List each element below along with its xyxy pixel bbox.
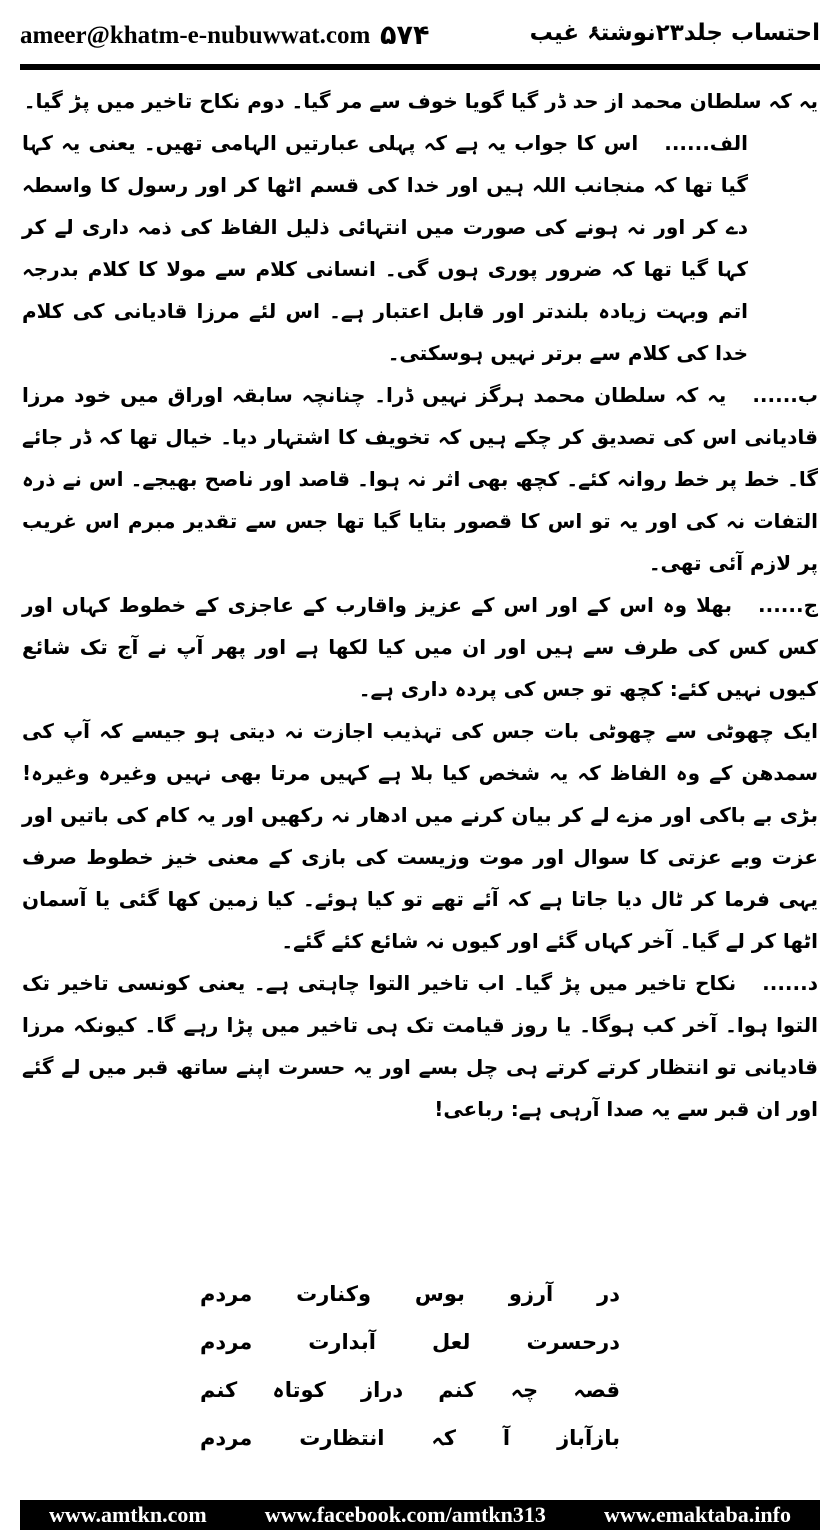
poem-word: بوس — [414, 1282, 465, 1306]
poem-word: مردم — [200, 1330, 253, 1354]
book-title: احتساب جلد۲۳نوشتۂ غیب — [529, 20, 820, 46]
page-header — [20, 20, 820, 60]
header-email[interactable]: ameer@khatm-e-nubuwwat.com — [20, 22, 371, 49]
poem-word: بازآباز — [557, 1426, 620, 1450]
section-label-dal: د...... — [762, 971, 818, 995]
rubai-poem — [200, 1270, 620, 1462]
poem-line — [200, 1318, 620, 1366]
footer-link-emaktaba[interactable]: www.emaktaba.info — [603, 1502, 791, 1527]
poem-word: در — [597, 1282, 620, 1306]
poem-word: کوتاہ — [272, 1378, 326, 1402]
section-label-alif: الف...... — [664, 131, 748, 155]
paragraph-dal — [22, 962, 818, 1130]
paragraph-alif-text: اس کا جواب یہ ہے کہ پہلی عبارتیں الہامی تھیں۔ یعنی یہ کہا گیا تھا کہ منجانب اللہ ہیں اور خدا کی قسم اٹھا کر اور رسول کا واسطہ دے کر اور نہ ہونے کی صورت میں انتہائی ذلیل الفاظ کی ذمہ داری لے کر کہا گیا تھا کہ ضرور پوری ہوں گی۔ انسانی کلام سے مولا کا کلام بدرجہ اتم وبہت زیادہ بلندتر اور قابل اعتبار ہے۔ اس لئے مرزا قادیانی کی کلام خدا کی کلام سے برتر نہیں ہوسکتی۔ — [22, 131, 748, 365]
poem-word: وکنارت — [296, 1282, 372, 1306]
poem-word: چہ — [510, 1378, 539, 1402]
poem-line — [200, 1366, 620, 1414]
header-rule — [20, 64, 820, 70]
intro-paragraph: یہ کہ سلطان محمد از حد ڈر گیا گویا خوف سے مر گیا۔ دوم نکاح تاخیر میں پڑ گیا۔ — [23, 89, 818, 113]
poem-line — [200, 1270, 620, 1318]
paragraph-bay — [22, 374, 818, 584]
paragraph-bay-text: یہ کہ سلطان محمد ہرگز نہیں ڈرا۔ چنانچہ سابقہ اوراق میں خود مرزا قادیانی اس کی تصدیق کر چکے ہیں کہ تخویف کا اشتہار دیا۔ خیال تھا کہ ڈر جائے گا۔ خط پر خط روانہ کئے۔ کچھ بھی اثر نہ ہوا۔ قاصد اور ناصح بھیجے۔ اس نے ذرہ التفات نہ کی اور یہ تو اس کا قصور بتایا گیا تھا جس سے تقدیر مبرم اس غریب پر لازم آئی تھی۔ — [22, 383, 818, 575]
footer-link-amtkn[interactable]: www.amtkn.com — [49, 1502, 207, 1527]
page-body — [22, 80, 818, 1130]
page-number: ۵۷۴ — [380, 20, 430, 51]
paragraph-alif — [22, 122, 818, 374]
poem-word: درحسرت — [526, 1330, 620, 1354]
section-label-jeem: ج...... — [758, 593, 818, 617]
poem-word: دراز — [361, 1378, 404, 1402]
poem-line — [200, 1414, 620, 1462]
poem-word: مردم — [200, 1282, 253, 1306]
poem-word: قصہ — [573, 1378, 620, 1402]
poem-word: آرزو — [508, 1282, 554, 1306]
poem-word: مردم — [200, 1426, 253, 1450]
poem-word: کنم — [200, 1378, 238, 1402]
paragraph-jeem — [22, 584, 818, 710]
poem-word: آ — [502, 1426, 511, 1450]
footer-link-facebook[interactable]: www.facebook.com/amtkn313 — [264, 1502, 546, 1527]
section-label-bay: ب...... — [752, 383, 818, 407]
poem-word: کہ — [431, 1426, 456, 1450]
poem-word: انتظارت — [299, 1426, 385, 1450]
paragraph-dal-text: نکاح تاخیر میں پڑ گیا۔ اب تاخیر التوا چاہتی ہے۔ یعنی کونسی تاخیر تک التوا ہوا۔ آخر کب ہوگا۔ یا روز قیامت تک ہی تاخیر میں پڑا رہے گا۔ کیونکہ مرزا قادیانی تو انتظار کرتے کرتے ہی چل بسے اور یہ حسرت اپنے ساتھ قبر میں لے گئے اور ان قبر سے یہ صدا آرہی ہے: رباعی! — [22, 971, 818, 1121]
footer-bar — [20, 1500, 820, 1530]
poem-word: آبدارت — [308, 1330, 376, 1354]
paragraph-small-matter: ایک چھوٹی سے چھوٹی بات جس کی تہذیب اجازت نہ دیتی ہو جیسے کہ آپ کی سمدھن کے وہ الفاظ کہ یہ شخص کیا بلا ہے کہیں مرتا بھی نہیں وغیرہ وغیرہ! بڑی بے باکی اور مزے لے کر بیان کرنے میں ادھار نہ رکھیں اور یہ کام کی باتیں اور عزت وبے عزتی کا سوال اور موت وزیست کی بازی کے معنی خیز خطوط صرف یہی فرما کر ٹال دیا جاتا ہے کہ آئے تھے تو کیا ہوئے۔ کیا زمین کھا گئی یا آسمان اٹھا کر لے گیا۔ آخر کہاں گئے اور کیوں نہ شائع کئے گئے۔ — [22, 719, 818, 953]
poem-word: کنم — [438, 1378, 476, 1402]
poem-word: لعل — [431, 1330, 471, 1354]
paragraph-jeem-text: بھلا وہ اس کے اور اس کے عزیز واقارب کے عاجزی کے خطوط کہاں اور کس کس کی طرف سے ہیں اور ان میں کیا لکھا ہے اور پھر آپ نے آج تک شائع کیوں نہیں کئے: کچھ تو جس کی پردہ داری ہے۔ — [22, 593, 818, 701]
